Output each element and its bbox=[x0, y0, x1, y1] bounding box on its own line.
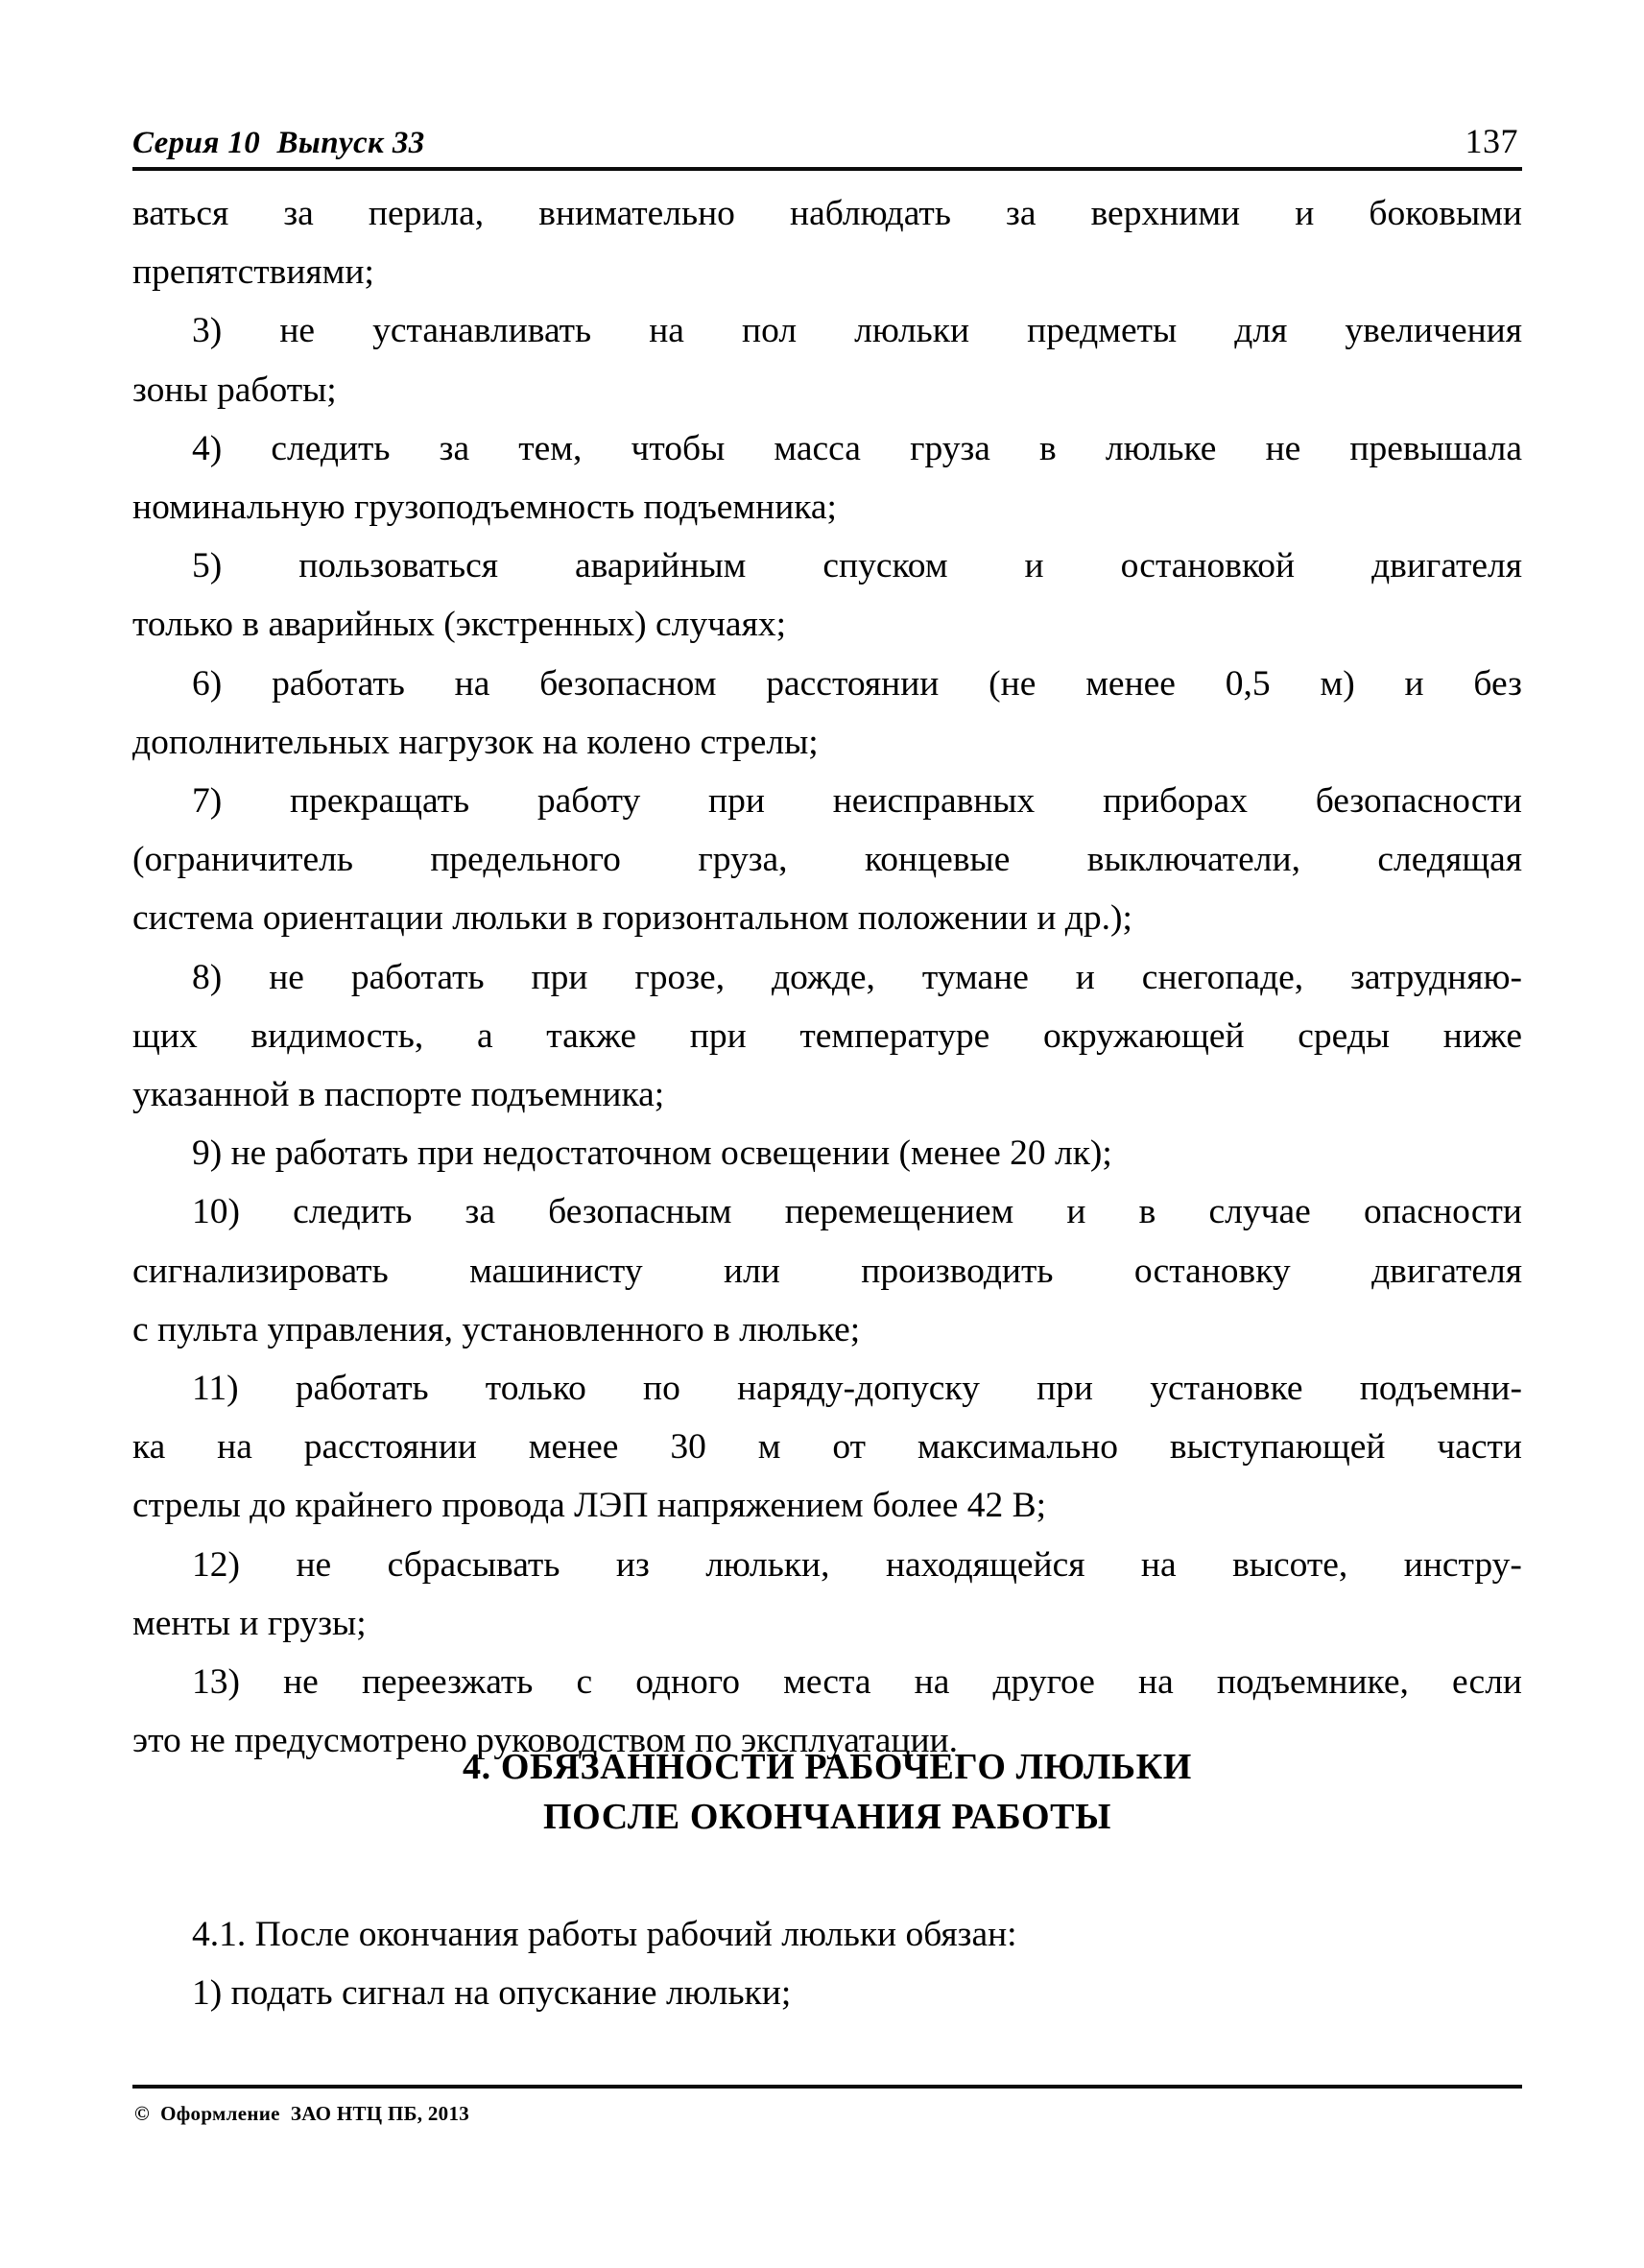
word: только bbox=[485, 1369, 586, 1409]
word: менее bbox=[1085, 663, 1176, 704]
word: за bbox=[439, 428, 470, 468]
word: установке bbox=[1150, 1369, 1303, 1409]
word: ка bbox=[132, 1427, 166, 1468]
text-line bbox=[132, 1242, 1522, 1301]
word: при bbox=[1036, 1369, 1093, 1409]
word: за bbox=[465, 1192, 495, 1232]
word: видимость, bbox=[250, 1015, 424, 1056]
word: верхними bbox=[1090, 194, 1241, 233]
page-number: 137 bbox=[1465, 122, 1518, 160]
word: опасности bbox=[1363, 1192, 1522, 1232]
word: м) bbox=[1320, 663, 1355, 704]
word: и bbox=[1404, 663, 1424, 704]
word: сигнализировать bbox=[132, 1251, 389, 1291]
word: на bbox=[1140, 1544, 1177, 1585]
word: на bbox=[1138, 1662, 1174, 1703]
section-heading-line-1: 4. ОБЯЗАННОСТИ РАБОЧЕГО ЛЮЛЬКИ bbox=[463, 1747, 1192, 1787]
text-line bbox=[132, 537, 1522, 595]
word: одного bbox=[635, 1662, 740, 1703]
text-line: стрелы до крайнего провода ЛЭП напряжением более 42 В; bbox=[132, 1486, 1047, 1526]
word: расстоянии bbox=[303, 1427, 477, 1468]
list-item-11 bbox=[132, 1359, 1522, 1536]
word: и bbox=[1295, 194, 1315, 233]
word: в bbox=[1138, 1192, 1156, 1232]
word: 7) bbox=[192, 781, 223, 822]
word: также bbox=[546, 1015, 637, 1056]
word: перемещением bbox=[784, 1192, 1014, 1232]
word: 0,5 bbox=[1225, 663, 1271, 704]
word: снегопаде, bbox=[1141, 957, 1304, 997]
word: другое bbox=[992, 1662, 1095, 1703]
word: подъемнике, bbox=[1216, 1662, 1409, 1703]
word: 13) bbox=[192, 1662, 240, 1703]
list-item-7 bbox=[132, 772, 1522, 948]
word: двигателя bbox=[1371, 546, 1522, 586]
word: ваться bbox=[132, 194, 229, 233]
word: находящейся bbox=[885, 1544, 1085, 1585]
word: 4) bbox=[192, 428, 223, 468]
word: груза bbox=[910, 428, 990, 468]
paragraph-continued bbox=[132, 184, 1522, 301]
word: боковыми bbox=[1369, 194, 1522, 233]
list-item-12 bbox=[132, 1536, 1522, 1653]
text-line bbox=[132, 1182, 1522, 1241]
text-line: это не предусмотрено руководством по эксплуатации. bbox=[132, 1721, 958, 1761]
word: менее bbox=[528, 1427, 619, 1468]
section-list-item-1 bbox=[132, 1964, 1522, 2022]
text-line: с пульта управления, установленного в люльке; bbox=[132, 1309, 861, 1349]
word: если bbox=[1451, 1662, 1522, 1703]
word: за bbox=[283, 194, 314, 233]
word: 5) bbox=[192, 546, 223, 586]
word: не bbox=[283, 1662, 319, 1703]
text-line bbox=[132, 655, 1522, 713]
text-line: указанной в паспорте подъемника; bbox=[132, 1075, 665, 1115]
text-line bbox=[132, 772, 1522, 830]
word: перила, bbox=[368, 194, 485, 233]
word: приборах bbox=[1103, 781, 1248, 822]
word: из bbox=[615, 1544, 650, 1585]
word: расстоянии bbox=[766, 663, 940, 704]
word: масса bbox=[774, 428, 861, 468]
word: предметы bbox=[1027, 311, 1178, 351]
word: выступающей bbox=[1169, 1427, 1386, 1468]
word: концевые bbox=[864, 840, 1011, 880]
word: неисправных bbox=[832, 781, 1036, 822]
word: на bbox=[217, 1427, 252, 1468]
list-item-10 bbox=[132, 1182, 1522, 1359]
word: безопасным bbox=[548, 1192, 732, 1232]
word: работать bbox=[272, 663, 405, 704]
footer-rule bbox=[132, 2085, 1522, 2089]
word: 8) bbox=[192, 957, 223, 997]
text-line bbox=[132, 1653, 1522, 1711]
word: и bbox=[1075, 957, 1095, 997]
text-line bbox=[132, 1536, 1522, 1594]
text-line bbox=[132, 1418, 1522, 1476]
word: части bbox=[1437, 1427, 1522, 1468]
word: подъемни- bbox=[1359, 1369, 1522, 1409]
word: остановкой bbox=[1120, 546, 1296, 586]
word: тем, bbox=[518, 428, 583, 468]
text-line: 1) подать сигнал на опускание люльки; bbox=[192, 1973, 792, 2014]
word: двигателя bbox=[1371, 1251, 1522, 1291]
word: места bbox=[783, 1662, 871, 1703]
word: внимательно bbox=[538, 194, 735, 233]
word: без bbox=[1473, 663, 1522, 704]
section-body bbox=[132, 1905, 1522, 2022]
word: за bbox=[1006, 194, 1036, 233]
word: безопасности bbox=[1315, 781, 1522, 822]
word: м bbox=[757, 1427, 781, 1468]
word: с bbox=[576, 1662, 593, 1703]
word: при bbox=[708, 781, 765, 822]
section-intro bbox=[132, 1905, 1522, 1964]
word: выключатели, bbox=[1086, 840, 1300, 880]
word: пол bbox=[742, 311, 798, 351]
word: производить bbox=[861, 1251, 1054, 1291]
word: аварийным bbox=[574, 546, 747, 586]
word: люльке bbox=[1105, 428, 1217, 468]
word: следящая bbox=[1377, 840, 1522, 880]
text-line bbox=[132, 419, 1522, 478]
text-line: только в аварийных (экстренных) случаях; bbox=[132, 605, 786, 645]
word: и bbox=[1066, 1192, 1086, 1232]
word: и bbox=[1024, 546, 1044, 586]
word: 6) bbox=[192, 663, 223, 704]
word: грозе, bbox=[634, 957, 726, 997]
word: не bbox=[279, 311, 316, 351]
word: на bbox=[914, 1662, 950, 1703]
word: по bbox=[643, 1369, 680, 1409]
word: работу bbox=[536, 781, 641, 822]
word: высоте, bbox=[1232, 1544, 1348, 1585]
word: устанавливать bbox=[372, 311, 592, 351]
word: или bbox=[724, 1251, 780, 1291]
word: следить bbox=[293, 1192, 413, 1232]
list-item-5 bbox=[132, 537, 1522, 654]
word: на bbox=[454, 663, 490, 704]
word: не bbox=[269, 957, 304, 997]
word: а bbox=[476, 1015, 493, 1056]
text-line: менты и грузы; bbox=[132, 1603, 367, 1643]
section-heading-line-2: ПОСЛЕ ОКОНЧАНИЯ РАБОТЫ bbox=[543, 1797, 1111, 1837]
text-line bbox=[132, 184, 1522, 243]
word: работать bbox=[350, 957, 485, 997]
word: ниже bbox=[1442, 1015, 1522, 1056]
word: увеличения bbox=[1345, 311, 1522, 351]
word: для bbox=[1234, 311, 1288, 351]
text-line: зоны работы; bbox=[132, 370, 337, 410]
word: предельного bbox=[430, 840, 621, 880]
word: не bbox=[1265, 428, 1301, 468]
word: спуском bbox=[822, 546, 948, 586]
word: (не bbox=[989, 663, 1036, 704]
word: щих bbox=[132, 1015, 198, 1056]
text-line bbox=[132, 1007, 1522, 1065]
text-line bbox=[132, 1359, 1522, 1418]
body-text bbox=[132, 184, 1522, 1770]
word: в bbox=[1039, 428, 1057, 468]
text-line: 4.1. После окончания работы рабочий люльки обязан: bbox=[192, 1915, 1017, 1954]
word: чтобы bbox=[631, 428, 726, 468]
word: наблюдать bbox=[790, 194, 951, 233]
word: пользоваться bbox=[298, 546, 498, 586]
word: переезжать bbox=[361, 1662, 534, 1703]
colophon: © Оформление ЗАО НТЦ ПБ, 2013 bbox=[134, 2102, 470, 2125]
list-item-3 bbox=[132, 301, 1522, 418]
text-line bbox=[132, 301, 1522, 360]
word: груза, bbox=[698, 840, 788, 880]
word: затрудняю- bbox=[1350, 957, 1522, 997]
word: 11) bbox=[192, 1369, 239, 1409]
word: прекращать bbox=[290, 781, 470, 822]
word: тумане bbox=[921, 957, 1029, 997]
word: инстру- bbox=[1403, 1544, 1522, 1585]
word: машинисту bbox=[469, 1251, 643, 1291]
text-line bbox=[132, 948, 1522, 1007]
header-rule bbox=[132, 167, 1522, 171]
word: 10) bbox=[192, 1192, 240, 1232]
word: наряду-допуску bbox=[737, 1369, 980, 1409]
running-head bbox=[132, 121, 1518, 165]
text-line: система ориентации люльки в горизонтальном положении и др.); bbox=[132, 898, 1132, 939]
list-item-6 bbox=[132, 655, 1522, 772]
word: сбрасывать bbox=[387, 1544, 560, 1585]
list-item-9 bbox=[132, 1124, 1522, 1182]
list-item-8 bbox=[132, 948, 1522, 1125]
list-item-4 bbox=[132, 419, 1522, 537]
word: дожде, bbox=[772, 957, 875, 997]
word: случае bbox=[1208, 1192, 1311, 1232]
word: 3) bbox=[192, 311, 223, 351]
text-line bbox=[132, 830, 1522, 889]
word: температуре bbox=[799, 1015, 990, 1056]
text-line: 9) не работать при недостаточном освещении (менее 20 лк); bbox=[192, 1134, 1112, 1174]
word: (ограничитель bbox=[132, 840, 353, 880]
word: на bbox=[649, 311, 684, 351]
section-heading bbox=[132, 1742, 1522, 1842]
word: следить bbox=[271, 428, 391, 468]
text-line: препятствиями; bbox=[132, 252, 374, 293]
word: максимально bbox=[917, 1427, 1119, 1468]
word: люльки bbox=[854, 311, 970, 351]
word: при bbox=[531, 957, 588, 997]
word: при bbox=[689, 1015, 747, 1056]
word: остановку bbox=[1133, 1251, 1291, 1291]
word: люльки, bbox=[705, 1544, 830, 1585]
word: превышала bbox=[1349, 428, 1522, 468]
word: работать bbox=[295, 1369, 429, 1409]
word: 12) bbox=[192, 1544, 240, 1585]
running-head-title: Серия 10 Выпуск 33 bbox=[132, 126, 425, 160]
word: окружающей bbox=[1042, 1015, 1245, 1056]
text-line: номинальную грузоподъемность подъемника; bbox=[132, 488, 837, 528]
text-line: дополнительных нагрузок на колено стрелы; bbox=[132, 722, 819, 762]
word: 30 bbox=[670, 1427, 706, 1468]
word: не bbox=[296, 1544, 332, 1585]
word: от bbox=[832, 1427, 866, 1468]
word: среды bbox=[1298, 1015, 1391, 1056]
word: безопасном bbox=[539, 663, 717, 704]
